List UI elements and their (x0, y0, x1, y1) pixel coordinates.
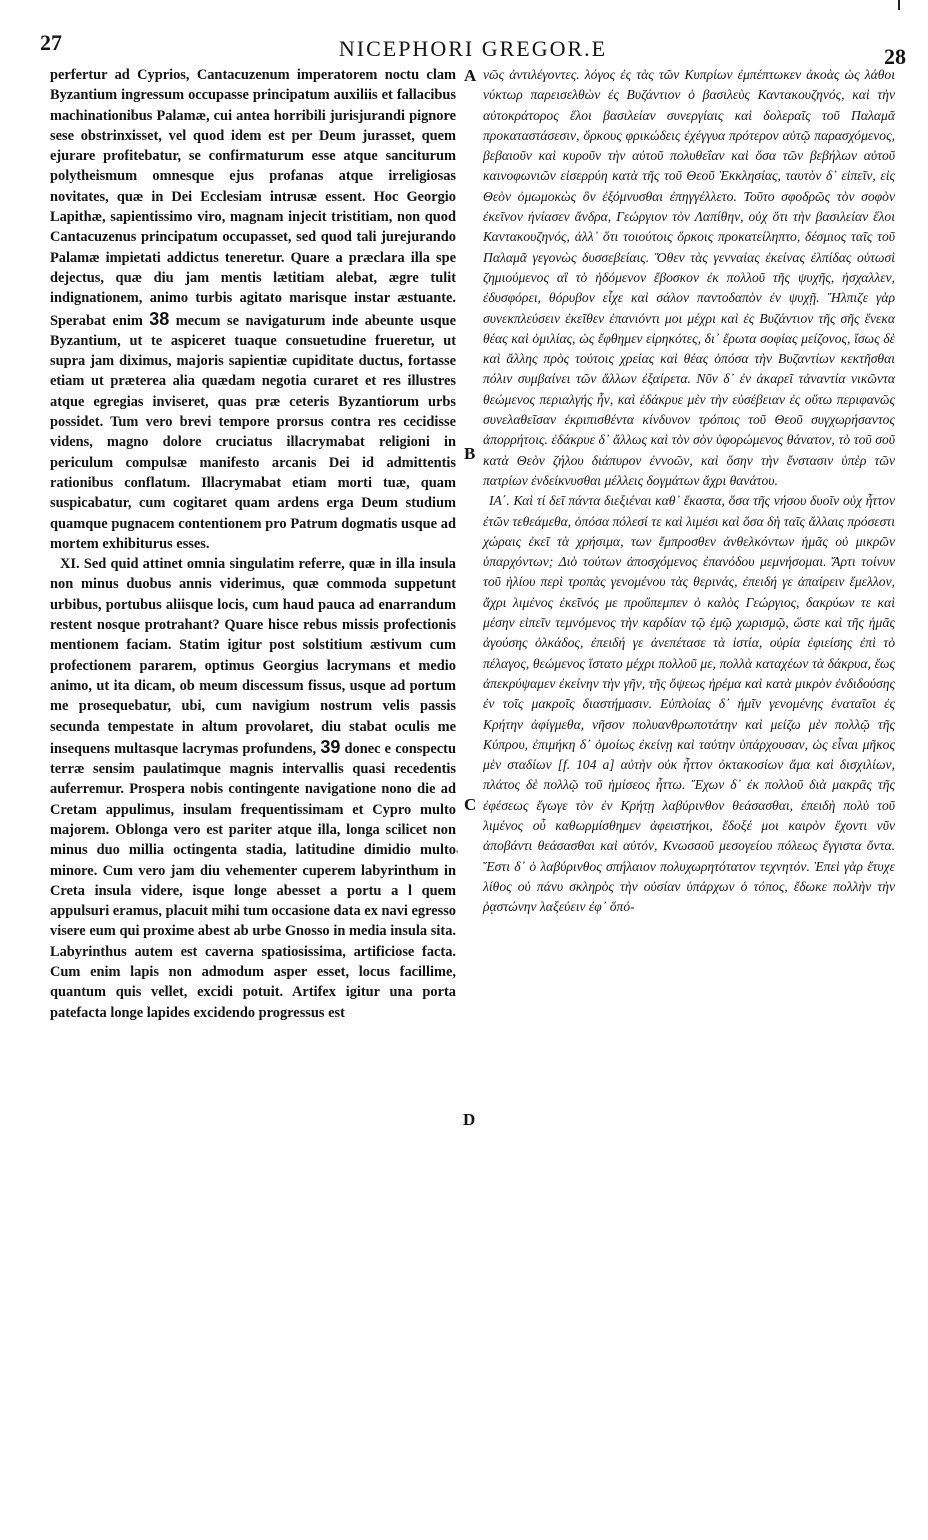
corner-mark (898, 0, 900, 10)
page-number-right: 28 (884, 44, 906, 69)
margin-speck: ' (456, 847, 459, 861)
running-title: NICEPHORI GREGOR.E (338, 36, 608, 61)
margin-letter-b: B (464, 444, 476, 463)
latin-text: perfertur ad Cyprios, Cantacuzenum imperatorem noctu clam Byzantium ingressum occupasse principatum auxiliis et fallacibus machinationibus Palamæ, cui antea horribili jurisjurandi pignore sese obstrinxisset, vel quod idem est per Deum jurasset, quem ejurare profitebatur, se confirmaturum esse atque sanciturum polytheismum omnesque ejus profanas atque irreligiosas novitates, quæ in Dei Ecclesiam intrusæ essent. Hoc Georgio Lapithæ, sapientissimo viro, magnam injecit tristitiam, non quod Cantacuzenus principatum occupasset, sed quod tali jurejurando Palamæ impietati addictus teneretur. Quare a præclara illa spe dejectus, quæ diu jam mentis lætitiam alebat, ægre tulit indignationem, animo turbis agitato marisque instar æstuante. Sperabat enim (50, 67, 456, 329)
latin-text: donec e conspectu terræ sensim paulatimque magnis intervallis quasi recedentis auferremur. Prospera nobis contingente navigatione nono die ad Cretam appulimus, insulam frequentissimam et Cypro multo majorem. Oblonga vero est pariter atque illa, longa scilicet non minus duo millia octingenta stadia, latitudine dimidio multo minore. Cum vero jam diu vehementer cuperem labyrinthum in Creta insula videre, isque longe abesset a portu a l quem appulsuri eramus, placuit mihi tum occasione data ex navi egresso visere eum qui proxime abest ab urbe Gnosso in media insula sita. Labyrinthus autem est caverna spatiosissima, artificiose facta. Cum enim lapis non admodum asper esset, locus facillime, quantum quis vellet, excidi potuit. Artifex igitur una porta patefacta longe lapides excidendo progressus est (50, 740, 456, 1021)
latin-paragraph-1 (50, 65, 456, 554)
edition-page-marker-38: 38 (149, 308, 170, 329)
folio-reference: [f. 104 a] (557, 757, 615, 773)
page-number-left: 27 (40, 30, 62, 55)
edition-page-marker-39: 39 (320, 736, 341, 757)
margin-letter-a: A (464, 66, 477, 85)
margin-letter-d: D (463, 1110, 476, 1129)
page-header (40, 28, 906, 70)
latin-text: XI. Sed quid attinet omnia singulatim referre, quæ in illa insula non minus duobus annis viderimus, quæ commoda suppetunt urbibus, portubus aliisque locis, cum haud pauca ad enarrandum restent nosque protrahant? Quare hisce rebus missis profectionis mentionem faciam. Statim igitur post solstitium æstivum cum profectionem pararem, optimus Georgius lacrymans et medio animo, ut ita dicam, ob meum discessum fissus, usque ad portum me prosequebatur, ubi, cum navigium nostrum velis passis secunda tempestate in altum provolaret, diu stabat oculis me insequens multasque lacrymas profundens, (50, 556, 456, 757)
latin-paragraph-2 (50, 554, 459, 1023)
greek-column (483, 65, 895, 917)
greek-text: αὐτὴν οὐκ ἧττον ὀκτακοσίων ἅμα καὶ δισχιλίων, πλάτος δὲ πολλῷ τοῦ ἡμίσεος ἧττω. Ἔχων δ᾽ ἐκ πολλοῦ διὰ μακρᾶς τῆς ἐφέσεως ἔγωγε τὸν ἐν Κρήτῃ λαβύρινθον θεάσασθαι, ἐπειδὴ πολὺ τοῦ λιμένος οὗ καθωρμίσθημεν ἀφειστήκοι, ἔδοξέ μοι καιρὸν ἔχοντι νῦν ἀποβάντι θεάσασθαι καὶ αὐτόν, Κνωσσοῦ μεσογείου πόλεως ἔγγιστα ὄντα. Ἔστι δ᾽ ὁ λαβύρινθος σπήλαιον πολυχωρητότατον τεχνητόν. Ἐπεὶ γὰρ ἔτυχε λίθος οὐ πάνυ σκληρὸς τὴν οὐσίαν ὑπάρχων ὁ τόπος, ἔδωκε πολλὴν τὴν ῥᾳστώνην λαξεύειν ἐφ᾽ ὅπό- (483, 757, 895, 915)
greek-text: ΙΑ΄. Καὶ τί δεῖ πάντα διεξιέναι καθ᾽ ἕκαστα, ὅσα τῆς νήσου δυοῖν οὐχ ἧττον ἐτῶν τεθεάμεθα, ὁπόσα πόλεσί τε καὶ λιμέσι καὶ ὅσα δὴ ταῖς ἄλλαις πρόσεστι χώραις ἐκεῖ τὰ χρήσιμα, των ἔμπροσθεν ἀνθελκόντων ἡμᾶς οὐ μικρῶν ὑπαρχόντων; Διὸ τούτων ἀποσχόμενος ἐπανόδου μεμνήσομαι. Ἄρτι τοίνυν τοῦ ἡλίου περὶ τροπὰς γενομένου τὰς θερινάς, ἐπειδή γε ἀπαίρειν ἔμελλον, ἄχρι λιμένος ἐκεῖνός με προὔπεμπεν ὁ καλὸς Γεώργιος, δακρύων τε καὶ μέσην εἰπεῖν τεμνόμενος τὴν καρδίαν τῷ ἐμῷ χωρισμῷ, ὥστε καὶ τῆς ἡμᾶς ἀγούσης ὁλκάδος, ἐπειδή γε ἀνεπέτασε τὰ ἱστία, οὐρία ἐφιείσης ἐπὶ τὸ πέλαγος, θεώμενος ἵστατο μέχρι πολλοῦ με, πολλὰ καταχέων τὰ δάκρυα, ἕως ἀπεκρύψαμεν ἐκείνην τὴν γῆν, τῆς ὄψεως ἠρέμα καὶ κατὰ μικρὸν ἐνδιδούσης ἐν τοῖς μακροῖς διαστήμασιν. Εὐπλοίας δ᾽ ἡμῖν γενομένης ἐναταῖοι ἐς Κρήτην ἀφίγμεθα, νῆσον πολυανθρωποτάτην καὶ μείζω μὲν πολλῷ τῆς Κύπρου, ἐπιμήκη δ᾽ ὁμοίως ἐκείνῃ καὶ ταύτην ὑπάρχουσαν, ὡς εἶναι μῆκος μὲν σταδίων (483, 493, 895, 773)
latin-column (50, 65, 459, 1023)
latin-text: mecum se navigaturum inde abeunte usque Byzantium, ut te aspiceret tuaque consuetudine frueretur, ut supra jam diximus, majoris sapientiæ cupiditate ductus, fortasse etiam ut præterea alia quædam negotia curaret et res illustres atque egregias inviseret, quas præ ceteris Byzantiorum urbs possidet. Tum vero brevi tempore prorsus contra res cecidisse videns, magno dolore cruciatus illacrymabat religioni in periculum compulsæ manifesto arcanis Dei id admittentis rationibus conflatum. Illacrymabat etiam morti tuæ, quam suspicabatur, cum cogitaret quam ardens erga Deum studium quamque pugnacem contentionem pro Patrum dogmatis usque ad mortem exhibiturus esses. (50, 312, 456, 552)
greek-paragraph-2 (483, 491, 895, 917)
greek-paragraph-1: νῶς ἀντιλέγοντες. λόγος ἐς τὰς τῶν Κυπρίων ἐμπέπτωκεν ἀκοὰς ὡς λάθοι νύκτωρ παρεισελθὼν ἐς Βυζάντιον ὁ βασιλεὺς Καντακουζηνός, καὶ τὴν αὐτοκράτορος ἕλοι βασιλείαν συνεργίαις καὶ δολεραῖς τοῦ Παλαμᾶ προκαταστάσεσιν, ὅρκους φρικώδεις ἐχέγγυα πρότερον αὐτῷ παρασχόμενος, βεβαιοῦν καὶ κυροῦν τὴν αὐτοῦ πολυθεΐαν καὶ ὅσα τῶν βεβήλων αὐτοῦ καινοφωνιῶν εἰσερρύη κατὰ τῆς τοῦ Θεοῦ Ἐκκλησίας, ταυτὸν δ᾽ εἰπεῖν, εἰς Θεὸν ὀμωμοκὼς ὃν ἐξόμνυσθαι ἐπηγγέλλετο. Τοῦτο σφοδρῶς τὸν σοφὸν ἐκεῖνον ἠνίασεν ἄνδρα, Γεώργιον τὸν Λαπίθην, οὐχ ὅτι τὴν βασιλείαν ἕλοι Καντακουζηνός, ἀλλ᾽ ὅτι τοιούτοις ὅρκοις προκατείληπτο, δέσμιος ταῖς τοῦ Παλαμᾶ γεγονὼς δυσσεβείαις. Ὅθεν τὰς γενναίας ἐκείνας ἐλπίδας οὑτωσὶ ζημιούμενος αἳ τὸ ἡδόμενον ἔβοσκον ἐκ πολλοῦ τῆς ψυχῆς, ἠσχαλλεν, ἐδυσφόρει, θόρυβον εἶχε καὶ σάλον παντοδαπὸν ἐν ψυχῇ. Ἤλπιζε γὰρ συνεκπλεύσειν ἐκεῖθεν ἐπανιόντι μοι μέχρι καὶ ἐς Βυζάντιον τῆς σῆς ἕνεκα θέας καὶ ὁμιλίας, ὡς ἔφθημεν εἰρηκότες, δι᾽ ἔρωτα σοφίας μείζονος, ἴσως δὲ καὶ ἄλλης πρὸς τούτοις χρείας καὶ θέας ὁπόσα τὴν Βυζαντίων κεκτῆσθαι πόλιν συμβαίνει τῶν ἄλλων ἐξαίρετα. Νῦν δ᾽ ἐν ἀκαρεῖ τἀναντία νικῶντα θεώμενος περιαλγής ἦν, καὶ ἐδάκρυε μὲν τὴν εὐσέβειαν ἐς οὕτω περιφανῶς συνελαθεῖσαν ἐκριπισθέντα κίνδυνον τρόποις τοῦ Θεοῦ συγχωρήσαντος ἀπορρήτοις. ἐδάκρυε δ᾽ ἄλλως καὶ τὸν σὸν ὑφορώμενος θάνατον, τὸ τοῦ σοῦ κατὰ Θεὸν ζήλου διάπυρον ἐννοῶν, καὶ ὅσην τὴν ἔνστασιν ὑπὲρ τῶν πατρίων ἐνδείκνυσθαι μέλλεις δογμάτων ἄχρι θανάτου. (483, 67, 895, 488)
margin-letter-c: C (464, 795, 477, 814)
